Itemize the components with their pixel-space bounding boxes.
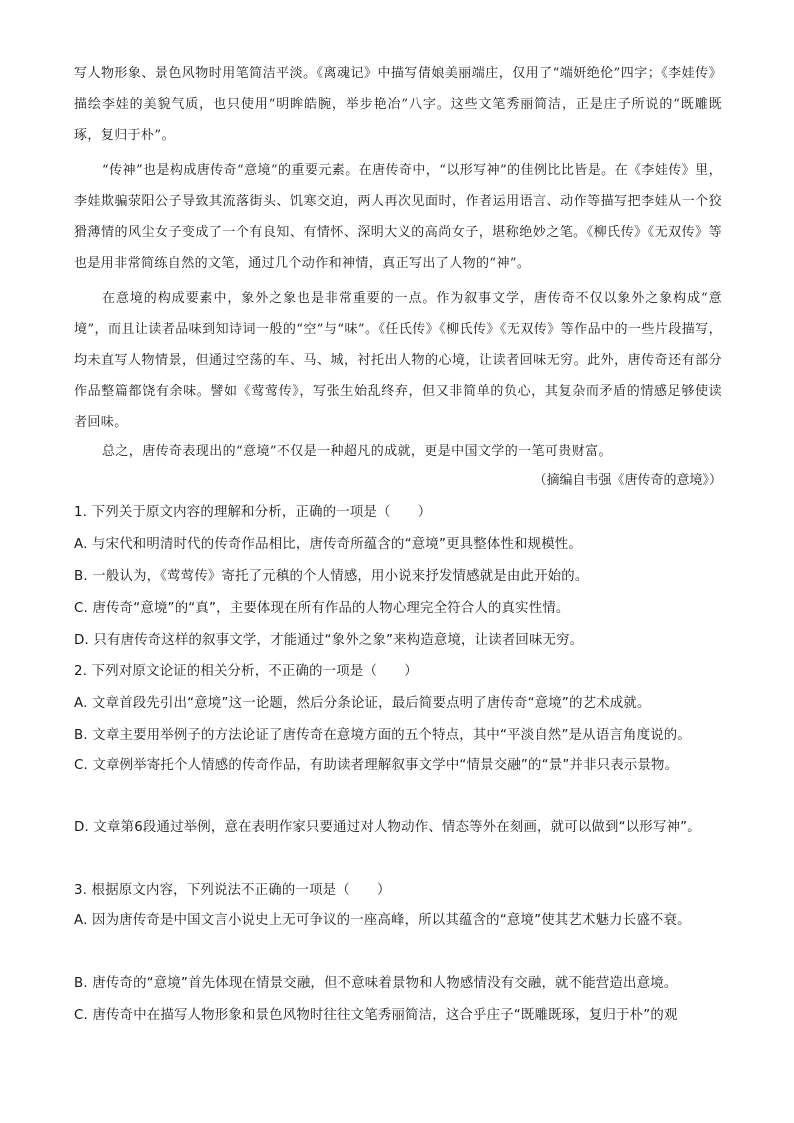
question-2-option-b: B. 文章主要用举例子的方法论证了唐传奇在意境方面的五个特点，其中“平淡自然”是从语言角度说的。 [74,728,691,743]
question-1-option-a: A. 与宋代和明清时代的传奇作品相比，唐传奇所蕴含的“意境”更具整体性和规模性。 [74,537,582,552]
question-2-option-c: C. 文章例举寄托个人情感的传奇作品，有助读者理解叙事文学中“情景交融”的“景”并非只表示景物。 [74,758,679,773]
question-3-option-a: A. 因为唐传奇是中国文言小说史上无可争议的一座高峰，所以其蕴含的“意境”使其艺术魅力长盛不衰。 [74,913,691,928]
passage-paragraph-1: 写人物形象、景色风物时用笔简洁平淡。《离魂记》中描写倩娘美丽端庄，仅用了“端妍绝伦”四字；《李娃传》描绘李娃的美貌气质，也只使用“明眸皓腕，举步艳冶”八字。这些文笔秀丽简洁，正是庄子所说的“既雕既琢，复归于朴”。 [74,66,722,143]
question-2-option-d: D. 文章第6段通过举例，意在表明作家只要通过对人物动作、情态等外在刻画，就可以做到“以形写神”。 [74,820,701,835]
question-3-option-b: B. 唐传奇的“意境”首先体现在情景交融，但不意味着景物和人物感情没有交融，就不能营造出意境。 [74,976,678,991]
passage-paragraph-3: 在意境的构成要素中，象外之象也是非常重要的一点。作为叙事文学，唐传奇不仅以象外之象构成“意境”，而且让读者品味到知诗词一般的“空”与“味”。《任氏传》《柳氏传》《无双传》等作品中的一些片段描写，均未直写人物情景，但通过空荡的车、马、城，衬托出人物的心境，让读者回味无穷。此外，唐传奇还有部分作品整篇都饶有余味。譬如《莺莺传》，写张生始乱终弃，但又非简单的负心，其复杂而矛盾的情感足够使读者回味。 [74,291,722,430]
question-2-stem: 2. 下列对原文论证的相关分析，不正确的一项是（ ） [74,664,418,679]
passage-source: （摘编自韦强《唐传奇的意境》） [533,473,722,488]
passage-paragraph-4: 总之，唐传奇表现出的“意境”不仅是一种超凡的成就，更是中国文学的一笔可贵财富。 [102,444,612,459]
question-1-option-d: D. 只有唐传奇这样的叙事文学，才能通过“象外之象”来构造意境，让读者回味无穷。 [74,633,584,648]
question-3-stem: 3. 根据原文内容，下列说法不正确的一项是（ ） [74,883,391,898]
question-2-option-a: A. 文章首段先引出“意境”这一论题，然后分条论证，最后简要点明了唐传奇“意境”的艺术成就。 [74,696,651,711]
question-1-stem: 1. 下列关于原文内容的理解和分析，正确的一项是（ ） [74,505,432,520]
question-1-option-c: C. 唐传奇“意境”的“真”，主要体现在所有作品的人物心理完全符合人的真实性情。 [74,601,570,616]
question-3-option-c: C. 唐传奇中在描写人物形象和景色风物时往往文笔秀丽简洁，这合乎庄子“既雕既琢，复归于朴”的观 [74,1008,678,1023]
passage-paragraph-2: “传神”也是构成唐传奇“意境”的重要元素。在唐传奇中，“以形写神”的佳例比比皆是。在《李娃传》里，李娃欺骗荥阳公子导致其流落街头、饥寒交迫，两人再次见面时，作者运用语言、动作等描写把李娃从一个狡猾薄情的风尘女子变成了一个有良知、有情怀、深明大义的高尚女子，堪称绝妙之笔。《柳氏传》《无双传》等也是用非常简练自然的文笔，通过几个动作和神情，真正写出了人物的“神”。 [74,163,722,271]
question-1-option-b: B. 一般认为，《莺莺传》寄托了元稹的个人情感，用小说来抒发情感就是由此开始的。 [74,569,589,584]
